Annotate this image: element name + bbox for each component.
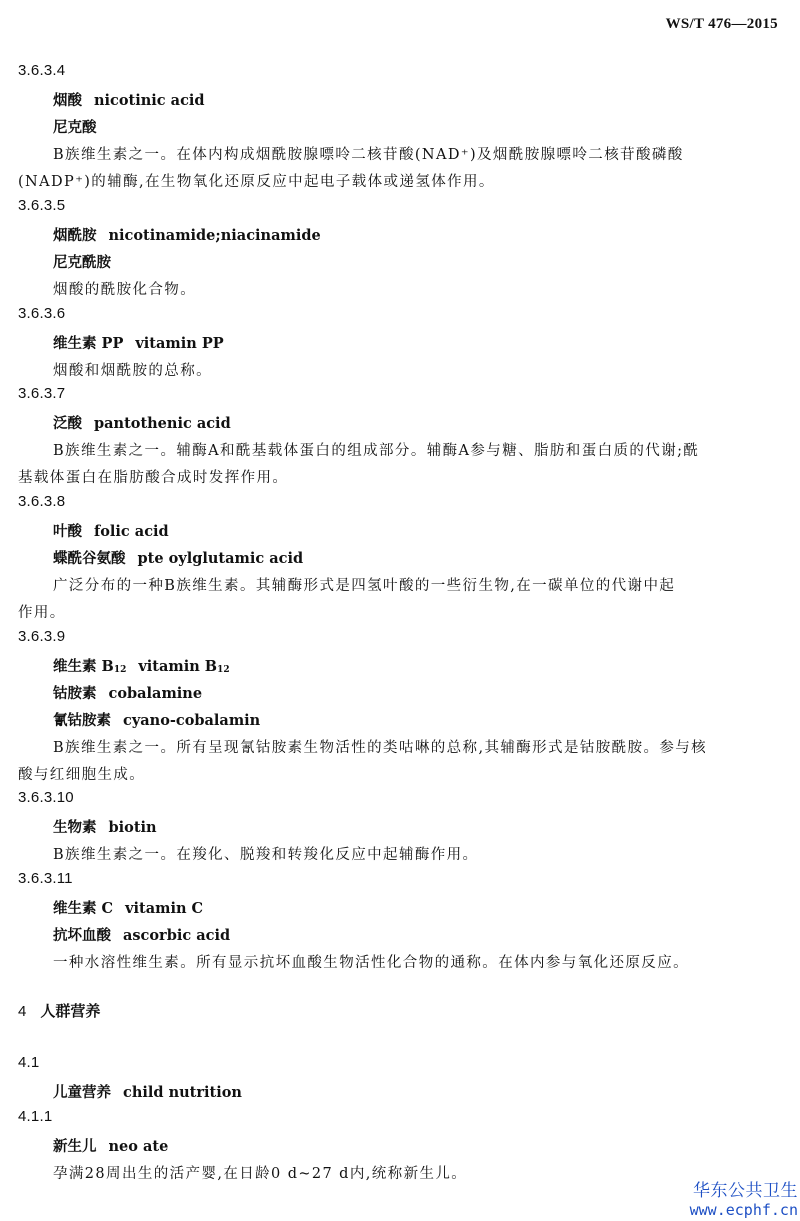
definition-line: B族维生素之一。辅酶A和酰基载体蛋白的组成部分。辅酶A参与糖、脂肪和蛋白质的代谢;酰 bbox=[53, 443, 700, 459]
term-entry bbox=[53, 897, 203, 918]
alias-chinese: 抗坏血酸 bbox=[53, 927, 111, 944]
term-english: biotin bbox=[108, 819, 157, 836]
alias-english: cyano-cobalamin bbox=[123, 712, 261, 729]
term-entry bbox=[53, 1081, 242, 1102]
term-chinese: 新生儿 bbox=[53, 1138, 97, 1155]
definition-line: 烟酸的酰胺化合物。 bbox=[53, 282, 197, 298]
term-entry bbox=[53, 332, 224, 353]
definition-line: 作用。 bbox=[18, 605, 66, 621]
term-entry bbox=[53, 816, 157, 837]
alias-english: ascorbic acid bbox=[123, 927, 231, 944]
term-chinese: 烟酰胺 bbox=[53, 227, 97, 244]
chapter-heading bbox=[18, 1000, 100, 1021]
standard-code-header: WS/T 476—2015 bbox=[665, 16, 778, 32]
term-alias bbox=[53, 709, 260, 730]
alias-chinese: 氰钴胺素 bbox=[53, 712, 111, 729]
term-english: child nutrition bbox=[123, 1084, 242, 1101]
term-english: nicotinic acid bbox=[94, 92, 205, 109]
definition-line: 广泛分布的一种B族维生素。其辅酶形式是四氢叶酸的一些衍生物,在一碳单位的代谢中起 bbox=[53, 578, 676, 594]
term-entry bbox=[53, 1135, 168, 1156]
definition-line: B族维生素之一。在羧化、脱羧和转羧化反应中起辅酶作用。 bbox=[53, 847, 479, 863]
definition-line: 孕满28周出生的活产婴,在日龄0 d~27 d内,统称新生儿。 bbox=[53, 1166, 468, 1182]
term-alias: 尼克酰胺 bbox=[53, 254, 111, 271]
clause-number: 3.6.3.4 bbox=[18, 62, 66, 79]
term-chinese: 烟酸 bbox=[53, 92, 82, 109]
term-alias: 尼克酸 bbox=[53, 119, 97, 136]
term-entry bbox=[53, 89, 205, 110]
term-chinese-subscript: 12 bbox=[113, 665, 127, 675]
definition-line: B族维生素之一。所有呈现氰钴胺素生物活性的类咕啉的总称,其辅酶形式是钴胺酰胺。参与核 bbox=[53, 740, 708, 756]
alias-english: cobalamine bbox=[108, 685, 203, 702]
term-english: vitamin B bbox=[138, 658, 218, 675]
clause-number: 3.6.3.8 bbox=[18, 493, 66, 510]
term-chinese: 生物素 bbox=[53, 819, 97, 836]
term-english: vitamin PP bbox=[135, 335, 224, 352]
definition-line: 基载体蛋白在脂肪酸合成时发挥作用。 bbox=[18, 470, 289, 486]
watermark-name: 华东公共卫生 bbox=[693, 1181, 798, 1201]
clause-number: 3.6.3.10 bbox=[18, 789, 74, 806]
term-chinese: 维生素 PP bbox=[53, 335, 124, 352]
term-chinese: 维生素 C bbox=[53, 900, 114, 917]
term-entry bbox=[53, 412, 231, 433]
term-english-subscript: 12 bbox=[217, 665, 230, 675]
site-watermark bbox=[690, 1176, 798, 1219]
term-alias bbox=[53, 682, 202, 703]
term-alias bbox=[53, 547, 303, 568]
alias-chinese: 蝶酰谷氨酸 bbox=[53, 550, 126, 567]
definition-line: (NADP⁺)的辅酶,在生物氧化还原反应中起电子载体或递氢体作用。 bbox=[18, 174, 495, 190]
term-english: pantothenic acid bbox=[94, 415, 231, 432]
term-chinese: 儿童营养 bbox=[53, 1084, 111, 1101]
term-english: neo ate bbox=[108, 1138, 169, 1155]
alias-english: pte oylglutamic acid bbox=[137, 550, 304, 567]
chapter-number: 4 bbox=[18, 1003, 27, 1020]
term-alias bbox=[53, 924, 230, 945]
clause-number: 3.6.3.5 bbox=[18, 197, 66, 214]
term-entry bbox=[53, 520, 169, 541]
term-chinese: 泛酸 bbox=[53, 415, 82, 432]
term-english: folic acid bbox=[94, 523, 169, 540]
term-chinese: 叶酸 bbox=[53, 523, 82, 540]
term-entry bbox=[53, 224, 321, 245]
watermark-url: www.ecphf.cn bbox=[689, 1201, 798, 1219]
clause-number: 3.6.3.9 bbox=[18, 628, 66, 645]
alias-chinese: 钴胺素 bbox=[53, 685, 97, 702]
definition-line: 烟酸和烟酰胺的总称。 bbox=[53, 363, 212, 379]
term-entry bbox=[53, 655, 230, 676]
chapter-title: 人群营养 bbox=[40, 1002, 101, 1020]
term-english: nicotinamide;niacinamide bbox=[108, 227, 321, 244]
clause-number: 3.6.3.6 bbox=[18, 305, 66, 322]
definition-line: B族维生素之一。在体内构成烟酰胺腺嘌呤二核苷酸(NAD⁺)及烟酰胺腺嘌呤二核苷酸磷酸 bbox=[53, 147, 684, 163]
clause-number: 4.1 bbox=[18, 1054, 40, 1071]
definition-line: 酸与红细胞生成。 bbox=[18, 767, 146, 783]
clause-number: 3.6.3.11 bbox=[18, 870, 73, 887]
clause-number: 4.1.1 bbox=[18, 1108, 53, 1125]
definition-line: 一种水溶性维生素。所有显示抗坏血酸生物活性化合物的通称。在体内参与氧化还原反应。 bbox=[53, 955, 689, 971]
clause-number: 3.6.3.7 bbox=[18, 385, 66, 402]
term-english: vitamin C bbox=[125, 900, 204, 917]
term-chinese: 维生素 B bbox=[53, 658, 114, 675]
